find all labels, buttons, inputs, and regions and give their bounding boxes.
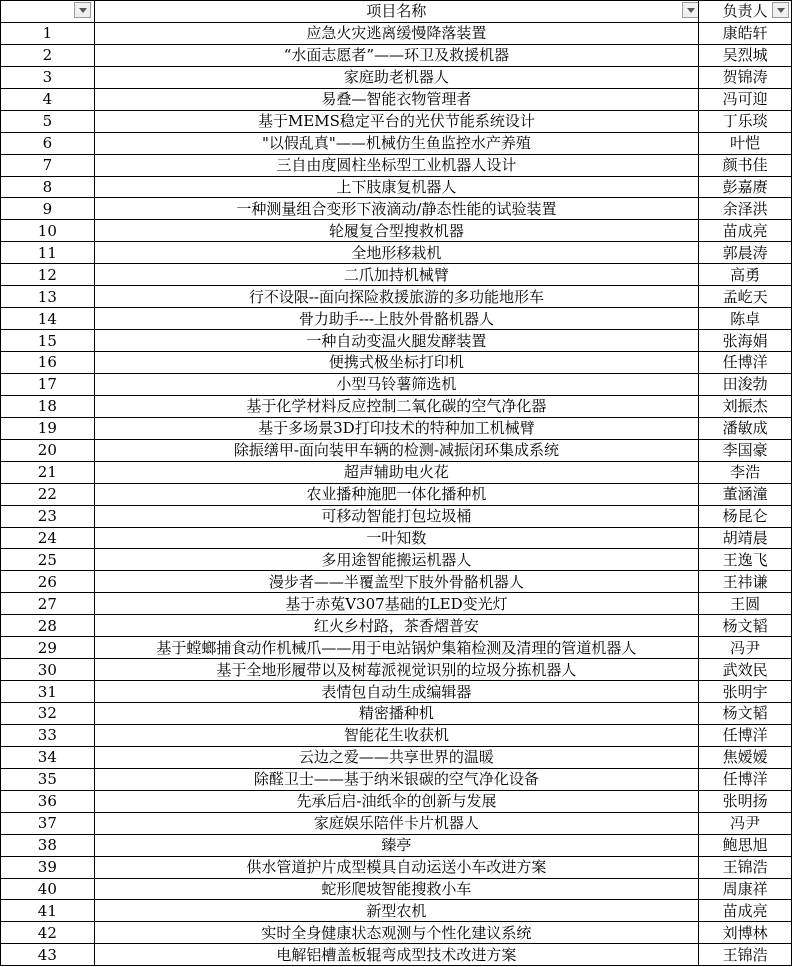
header-row: [1, 1, 792, 23]
row-index[interactable]: 10: [1, 220, 95, 242]
owner-cell[interactable]: 张海娟: [699, 330, 792, 352]
project-name-cell[interactable]: 全地形移栽机: [94, 242, 698, 264]
row-index[interactable]: 14: [1, 308, 95, 330]
row-index[interactable]: 38: [1, 834, 95, 856]
header-index: [1, 1, 95, 23]
header-project-name-label: 项目名称: [366, 2, 427, 21]
project-name-cell[interactable]: 臻亭: [94, 834, 698, 856]
row-index[interactable]: 42: [1, 922, 95, 944]
row-index[interactable]: 27: [1, 593, 95, 615]
project-name-cell[interactable]: 家庭助老机器人: [94, 66, 698, 88]
row-index[interactable]: 29: [1, 637, 95, 659]
table-row: [1, 44, 792, 66]
table-row: [1, 746, 792, 768]
owner-cell[interactable]: 任博洋: [699, 768, 792, 790]
owner-cell[interactable]: 王祎谦: [699, 571, 792, 593]
project-name-cell[interactable]: 三自由度圆柱坐标型工业机器人设计: [94, 154, 698, 176]
row-index[interactable]: 28: [1, 615, 95, 637]
project-name-cell[interactable]: 一种自动变温火腿发酵装置: [94, 330, 698, 352]
table-row: [1, 308, 792, 330]
owner-cell[interactable]: 陈卓: [699, 308, 792, 330]
project-name-cell[interactable]: 除振缮甲-面向装甲车辆的检测-减振闭环集成系统: [94, 439, 698, 461]
table-row: [1, 790, 792, 812]
owner-cell[interactable]: 叶恺: [699, 132, 792, 154]
owner-cell[interactable]: 丁乐琰: [699, 110, 792, 132]
project-name-cell[interactable]: 基于化学材料反应控制二氧化碳的空气净化器: [94, 395, 698, 417]
owner-cell[interactable]: 刘博林: [699, 922, 792, 944]
table-row: [1, 724, 792, 746]
row-index[interactable]: 32: [1, 703, 95, 725]
project-name-cell[interactable]: 新型农机: [94, 900, 698, 922]
row-index[interactable]: 16: [1, 352, 95, 374]
project-name-cell[interactable]: 除醛卫士——基于纳米银碳的空气净化设备: [94, 768, 698, 790]
table-row: [1, 549, 792, 571]
owner-cell[interactable]: 胡靖晨: [699, 527, 792, 549]
row-index[interactable]: 31: [1, 681, 95, 703]
row-index[interactable]: 39: [1, 856, 95, 878]
owner-cell[interactable]: 焦嫒嫒: [699, 746, 792, 768]
owner-cell[interactable]: 王锦浩: [699, 944, 792, 966]
project-name-cell[interactable]: 实时全身健康状态观测与个性化建议系统: [94, 922, 698, 944]
table-row: [1, 615, 792, 637]
project-name-cell[interactable]: 应急火灾逃离缓慢降落装置: [94, 22, 698, 44]
table-row: [1, 834, 792, 856]
row-index[interactable]: 7: [1, 154, 95, 176]
table-row: [1, 352, 792, 374]
table-row: [1, 681, 792, 703]
table-row: [1, 461, 792, 483]
owner-cell[interactable]: 鲍思旭: [699, 834, 792, 856]
project-name-cell[interactable]: 基于赤菟V307基础的LED变光灯: [94, 593, 698, 615]
table-row: [1, 571, 792, 593]
row-index[interactable]: 18: [1, 395, 95, 417]
filter-dropdown-icon[interactable]: [682, 2, 699, 18]
table-row: [1, 373, 792, 395]
owner-cell[interactable]: 王逸飞: [699, 549, 792, 571]
project-name-cell[interactable]: 云边之爱——共享世界的温暖: [94, 746, 698, 768]
owner-cell[interactable]: 颜书佳: [699, 154, 792, 176]
table-row: [1, 395, 792, 417]
owner-cell[interactable]: 田浚勃: [699, 373, 792, 395]
row-index[interactable]: 40: [1, 878, 95, 900]
project-name-cell[interactable]: 供水管道护片成型模具自动运送小车改进方案: [94, 856, 698, 878]
project-name-cell[interactable]: 一种测量组合变形下液滴动/静态性能的试验装置: [94, 198, 698, 220]
owner-cell[interactable]: 杨文韬: [699, 703, 792, 725]
owner-cell[interactable]: 苗成亮: [699, 220, 792, 242]
owner-cell[interactable]: 任博洋: [699, 352, 792, 374]
owner-cell[interactable]: 冯可迎: [699, 88, 792, 110]
row-index[interactable]: 34: [1, 746, 95, 768]
row-index[interactable]: 37: [1, 812, 95, 834]
project-name-cell[interactable]: 基于螳螂捕食动作机械爪——用于电站锅炉集箱检测及清理的管道机器人: [94, 637, 698, 659]
filter-dropdown-icon[interactable]: [74, 2, 91, 18]
project-name-cell[interactable]: 多用途智能搬运机器人: [94, 549, 698, 571]
owner-cell[interactable]: 贺锦涛: [699, 66, 792, 88]
table-row: [1, 878, 792, 900]
row-index[interactable]: 20: [1, 439, 95, 461]
table-row: [1, 439, 792, 461]
project-name-cell[interactable]: 上下肢康复机器人: [94, 176, 698, 198]
table-row: [1, 198, 792, 220]
row-index[interactable]: 22: [1, 483, 95, 505]
row-index[interactable]: 26: [1, 571, 95, 593]
table-row: [1, 22, 792, 44]
table-row: [1, 220, 792, 242]
row-index[interactable]: 21: [1, 461, 95, 483]
owner-cell[interactable]: 余泽洪: [699, 198, 792, 220]
row-index[interactable]: 9: [1, 198, 95, 220]
owner-cell[interactable]: 周康祥: [699, 878, 792, 900]
row-index[interactable]: 30: [1, 659, 95, 681]
owner-cell[interactable]: 彭嘉赓: [699, 176, 792, 198]
row-index[interactable]: 15: [1, 330, 95, 352]
owner-cell[interactable]: 董涵潼: [699, 483, 792, 505]
owner-cell[interactable]: 张明扬: [699, 790, 792, 812]
row-index[interactable]: 11: [1, 242, 95, 264]
project-name-cell[interactable]: 超声辅助电火花: [94, 461, 698, 483]
project-name-cell[interactable]: 可移动智能打包垃圾桶: [94, 505, 698, 527]
project-name-cell[interactable]: 先承后启-油纸伞的创新与发展: [94, 790, 698, 812]
row-index[interactable]: 13: [1, 286, 95, 308]
table-row: [1, 922, 792, 944]
row-index[interactable]: 33: [1, 724, 95, 746]
project-name-cell[interactable]: 易叠—智能衣物管理者: [94, 88, 698, 110]
table-row: [1, 527, 792, 549]
header-project-name: [94, 1, 698, 23]
project-name-cell[interactable]: “水面志愿者”——环卫及救援机器: [94, 44, 698, 66]
header-owner-label: 负责人: [722, 2, 768, 21]
owner-cell[interactable]: 吴烈城: [699, 44, 792, 66]
project-name-cell[interactable]: 红火乡村路，茶香熠普安: [94, 615, 698, 637]
row-index[interactable]: 4: [1, 88, 95, 110]
owner-cell[interactable]: 张明宇: [699, 681, 792, 703]
table-row: [1, 593, 792, 615]
row-index[interactable]: 17: [1, 373, 95, 395]
table-row: [1, 176, 792, 198]
row-index[interactable]: 19: [1, 417, 95, 439]
table-row: [1, 417, 792, 439]
project-name-cell[interactable]: 骨力助手---上肢外骨骼机器人: [94, 308, 698, 330]
table-row: [1, 703, 792, 725]
project-name-cell[interactable]: 基于MEMS稳定平台的光伏节能系统设计: [94, 110, 698, 132]
table-row: [1, 110, 792, 132]
project-name-cell[interactable]: 二爪加持机械臂: [94, 264, 698, 286]
row-index[interactable]: 36: [1, 790, 95, 812]
owner-cell[interactable]: 高勇: [699, 264, 792, 286]
row-index[interactable]: 6: [1, 132, 95, 154]
row-index[interactable]: 3: [1, 66, 95, 88]
table-row: [1, 944, 792, 966]
owner-cell[interactable]: 李浩: [699, 461, 792, 483]
table-row: [1, 242, 792, 264]
owner-cell[interactable]: 王锦浩: [699, 856, 792, 878]
row-index[interactable]: 25: [1, 549, 95, 571]
owner-cell[interactable]: 杨文韬: [699, 615, 792, 637]
project-name-cell[interactable]: 农业播种施肥一体化播种机: [94, 483, 698, 505]
project-name-cell[interactable]: 基于全地形履带以及树莓派视觉识别的垃圾分拣机器人: [94, 659, 698, 681]
row-index[interactable]: 2: [1, 44, 95, 66]
owner-cell[interactable]: 潘敏成: [699, 417, 792, 439]
table-row: [1, 768, 792, 790]
table-row: [1, 900, 792, 922]
table-row: [1, 88, 792, 110]
row-index[interactable]: 23: [1, 505, 95, 527]
project-name-cell[interactable]: 漫步者——半覆盖型下肢外骨骼机器人: [94, 571, 698, 593]
table-row: [1, 659, 792, 681]
row-index[interactable]: 12: [1, 264, 95, 286]
project-name-cell[interactable]: 表情包自动生成编辑器: [94, 681, 698, 703]
owner-cell[interactable]: 苗成亮: [699, 900, 792, 922]
owner-cell[interactable]: 杨昆仑: [699, 505, 792, 527]
project-name-cell[interactable]: 蛇形爬坡智能搜救小车: [94, 878, 698, 900]
row-index[interactable]: 43: [1, 944, 95, 966]
owner-cell[interactable]: 武效民: [699, 659, 792, 681]
row-index[interactable]: 8: [1, 176, 95, 198]
table-row: [1, 154, 792, 176]
table-row: [1, 330, 792, 352]
owner-cell[interactable]: 郭晨涛: [699, 242, 792, 264]
table-row: [1, 264, 792, 286]
row-index[interactable]: 1: [1, 22, 95, 44]
table-row: [1, 483, 792, 505]
owner-cell[interactable]: 任博洋: [699, 724, 792, 746]
table-row: [1, 132, 792, 154]
owner-cell[interactable]: 王圆: [699, 593, 792, 615]
owner-cell[interactable]: 李国豪: [699, 439, 792, 461]
project-name-cell[interactable]: 小型马铃薯筛选机: [94, 373, 698, 395]
project-name-cell[interactable]: 智能花生收获机: [94, 724, 698, 746]
project-name-cell[interactable]: 精密播种机: [94, 703, 698, 725]
row-index[interactable]: 24: [1, 527, 95, 549]
owner-cell[interactable]: 冯尹: [699, 812, 792, 834]
project-name-cell[interactable]: 行不设限--面向探险救援旅游的多功能地形车: [94, 286, 698, 308]
table-row: [1, 286, 792, 308]
filter-dropdown-icon[interactable]: [772, 2, 789, 18]
table-row: [1, 812, 792, 834]
project-name-cell[interactable]: 基于多场景3D打印技术的特种加工机械臂: [94, 417, 698, 439]
table-row: [1, 66, 792, 88]
row-index[interactable]: 41: [1, 900, 95, 922]
row-index[interactable]: 35: [1, 768, 95, 790]
project-name-cell[interactable]: 一叶知数: [94, 527, 698, 549]
table-row: [1, 856, 792, 878]
row-index[interactable]: 5: [1, 110, 95, 132]
owner-cell[interactable]: 冯尹: [699, 637, 792, 659]
project-name-cell[interactable]: 便携式极坐标打印机: [94, 352, 698, 374]
owner-cell[interactable]: 孟屹天: [699, 286, 792, 308]
project-name-cell[interactable]: "以假乱真"——机械仿生鱼监控水产养殖: [94, 132, 698, 154]
project-name-cell[interactable]: 家庭娱乐陪伴卡片机器人: [94, 812, 698, 834]
table-row: [1, 505, 792, 527]
owner-cell[interactable]: 康皓轩: [699, 22, 792, 44]
header-owner: [699, 1, 792, 23]
project-name-cell[interactable]: 电解铝槽盖板辊弯成型技术改进方案: [94, 944, 698, 966]
table-row: [1, 637, 792, 659]
project-name-cell[interactable]: 轮履复合型搜救机器: [94, 220, 698, 242]
owner-cell[interactable]: 刘振杰: [699, 395, 792, 417]
